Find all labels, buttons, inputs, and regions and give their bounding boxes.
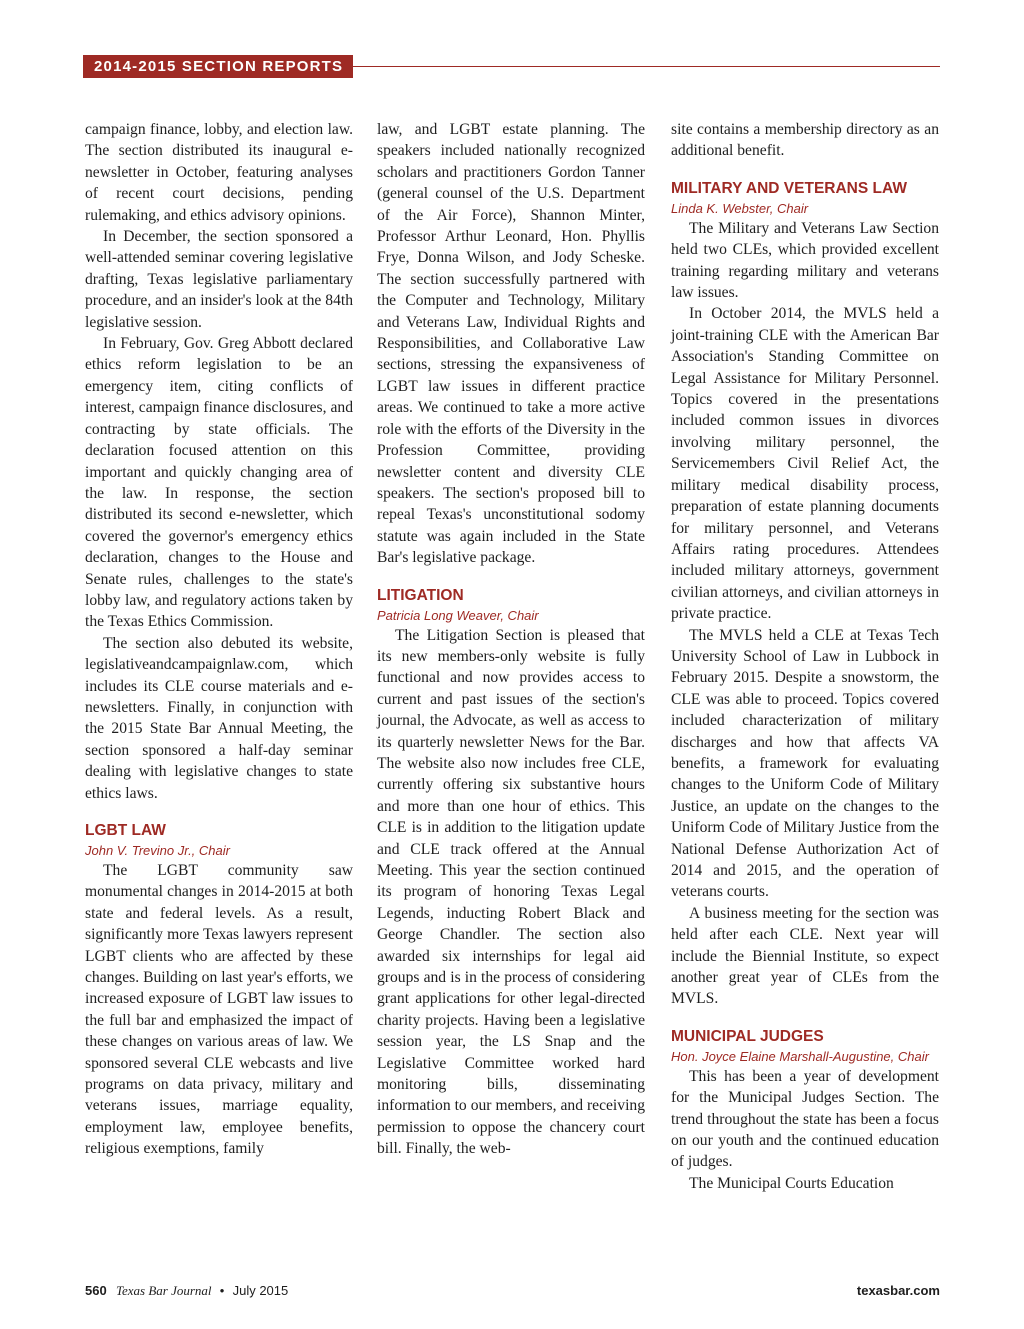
website-link[interactable]: texasbar.com	[856, 1283, 940, 1298]
section-chair: Patricia Long Weaver, Chair	[377, 607, 539, 623]
section-title: LITIGATION	[377, 586, 464, 604]
header-rule	[353, 66, 940, 67]
paragraph: The Litigation Section is pleased that its new members-only website is fully functional and now provides access to current and past issues of the section's journal, the Advocate, as well as access to its quarterly newsletter News for the Bar. The website also now includes free CLE, currently offering six substantive hours and more than one hour of ethics. This CLE is in addition to the litigation update and CLE track offered at the Annual Meeting. This year the section continued its program of honoring Texas Legal Legends, inducting Robert Black and George Chandler. The section also awarded six internships for legal aid groups and is in the process of considering grant applications for other legal-directed charity projects. Having been a legislative session year, the LS Snap and the Legislative Committee worked hard monitoring bills, disseminating information to our members, and receiving permission to oppose the chancery court bill. Finally, the web-	[377, 626, 645, 1158]
column-1	[85, 119, 353, 1160]
paragraph: law, and LGBT estate planning. The speakers included nationally recognized scholars and practitioners Gordon Tanner (general counsel of the U.S. Department of the Air Force), Shannon Minter, Professor Arthur Leonard, Hon. Phyllis Frye, Donna Wilson, and Jody Scheske. The section successfully partnered with the Computer and Technology, Military and Veterans Law, Individual Rights and Responsibilities, and Collaborative Law sections, stressing the expansiveness of LGBT law issues in different practice areas. We continued to take a more active role with the efforts of the Diversity in the Profession Committee, providing newsletter content and diversity CLE speakers. The section's proposed bill to repeal Texas's unconstitutional sodomy statute was again included in the State Bar's legislative package.	[377, 121, 645, 567]
section-title: MILITARY AND VETERANS LAW	[671, 179, 907, 197]
paragraph: The Municipal Courts Education	[689, 1174, 894, 1192]
paragraph: In December, the section sponsored a well-attended seminar covering legislative drafting, Texas legislative parliamentary procedure, and an insider's look at the 84th legislative session.	[85, 228, 353, 331]
footer-separator: •	[219, 1283, 225, 1298]
issue-date: July 2015	[232, 1283, 289, 1298]
paragraph: The Military and Veterans Law Section held two CLEs, which provided excellent training regarding military and veterans law issues.	[671, 219, 939, 302]
page-number: 560	[85, 1283, 107, 1298]
section-header-label: 2014-2015 SECTION REPORTS	[94, 58, 344, 75]
paragraph: The section also debuted its website, legislativeandcampaignlaw.com, which includes its CLE course materials and e-newsletters. Finally, in conjunction with the 2015 State Bar Annual Meeting, the section sponsored a half-day seminar dealing with legislative changes to state ethics laws.	[85, 634, 353, 802]
paragraph: In October 2014, the MVLS held a joint-training CLE with the American Bar Association's Standing Committee on Legal Assistance for Military Personnel. Topics covered in the presentations included common issues in divorces involving military personnel, the Servicemembers Civil Relief Act, the military medical disability process, preparation of estate planning documents for military personnel, and Veterans Affairs rating procedures. Attendees included military attorneys, government civilian attorneys, and civilian attorneys in private practice.	[671, 305, 939, 623]
section-title: MUNICIPAL JUDGES	[671, 1027, 824, 1045]
paragraph: This has been a year of development for the Municipal Judges Section. The trend throughout the state has been a focus on our youth and the continued education of judges.	[671, 1067, 939, 1171]
paragraph: campaign finance, lobby, and election law. The section distributed its inaugural e-newsletter in October, featuring analyses of recent court decisions, pending rulemaking, and ethics advisory opinions.	[85, 121, 353, 224]
section-chair: Hon. Joyce Elaine Marshall-Augustine, Chair	[671, 1048, 929, 1064]
column-2	[377, 119, 645, 1160]
section-title: LGBT LAW	[85, 822, 166, 839]
paragraph: In February, Gov. Greg Abbott declared ethics reform legislation to be an emergency item, citing conflicts of interest, campaign finance disclosures, and contracting by state officials. The declaration focused attention on this important and quickly changing area of the law. In response, the section distributed its second e-newsletter, which covered the governor's emergency ethics declaration, changes to the House and Senate rules, challenges to the state's lobby law, and regulatory actions taken by the Texas Ethics Commission.	[85, 335, 353, 631]
paragraph: A business meeting for the section was held after each CLE. Next year will include the Biennial Institute, so expect another great year of CLEs from the MVLS.	[671, 904, 939, 1008]
publication-name: Texas Bar Journal	[115, 1283, 212, 1298]
footer-left	[85, 1283, 288, 1299]
section-chair: John V. Trevino Jr., Chair	[85, 843, 230, 858]
section-header-band	[83, 55, 353, 78]
paragraph: The LGBT community saw monumental changes in 2014-2015 at both state and federal levels. As a result, significantly more Texas lawyers represent LGBT clients who are affected by these changes. Building on last year's efforts, we increased exposure of LGBT law issues to the full bar and emphasized the impact of these changes on various areas of law. We sponsored several CLE webcasts and live programs on data privacy, military and veterans issues, marriage equality, employment law, employee benefits, religious exemptions, family	[85, 862, 353, 1158]
paragraph: The MVLS held a CLE at Texas Tech University School of Law in Lubbock in February 2015. Despite a snowstorm, the CLE was able to proceed. Topics covered included characterization of military discharges and how that affects VA benefits, a framework for evaluating changes to the Uniform Code of Military Justice, an update on the changes to the Uniform Code of Military Justice from the National Defense Authorization Act of 2014 and 2015, and the operation of veterans courts.	[671, 626, 939, 901]
section-chair: Linda K. Webster, Chair	[671, 200, 809, 216]
paragraph: site contains a membership directory as an additional benefit.	[671, 121, 939, 160]
column-3	[671, 119, 939, 1194]
